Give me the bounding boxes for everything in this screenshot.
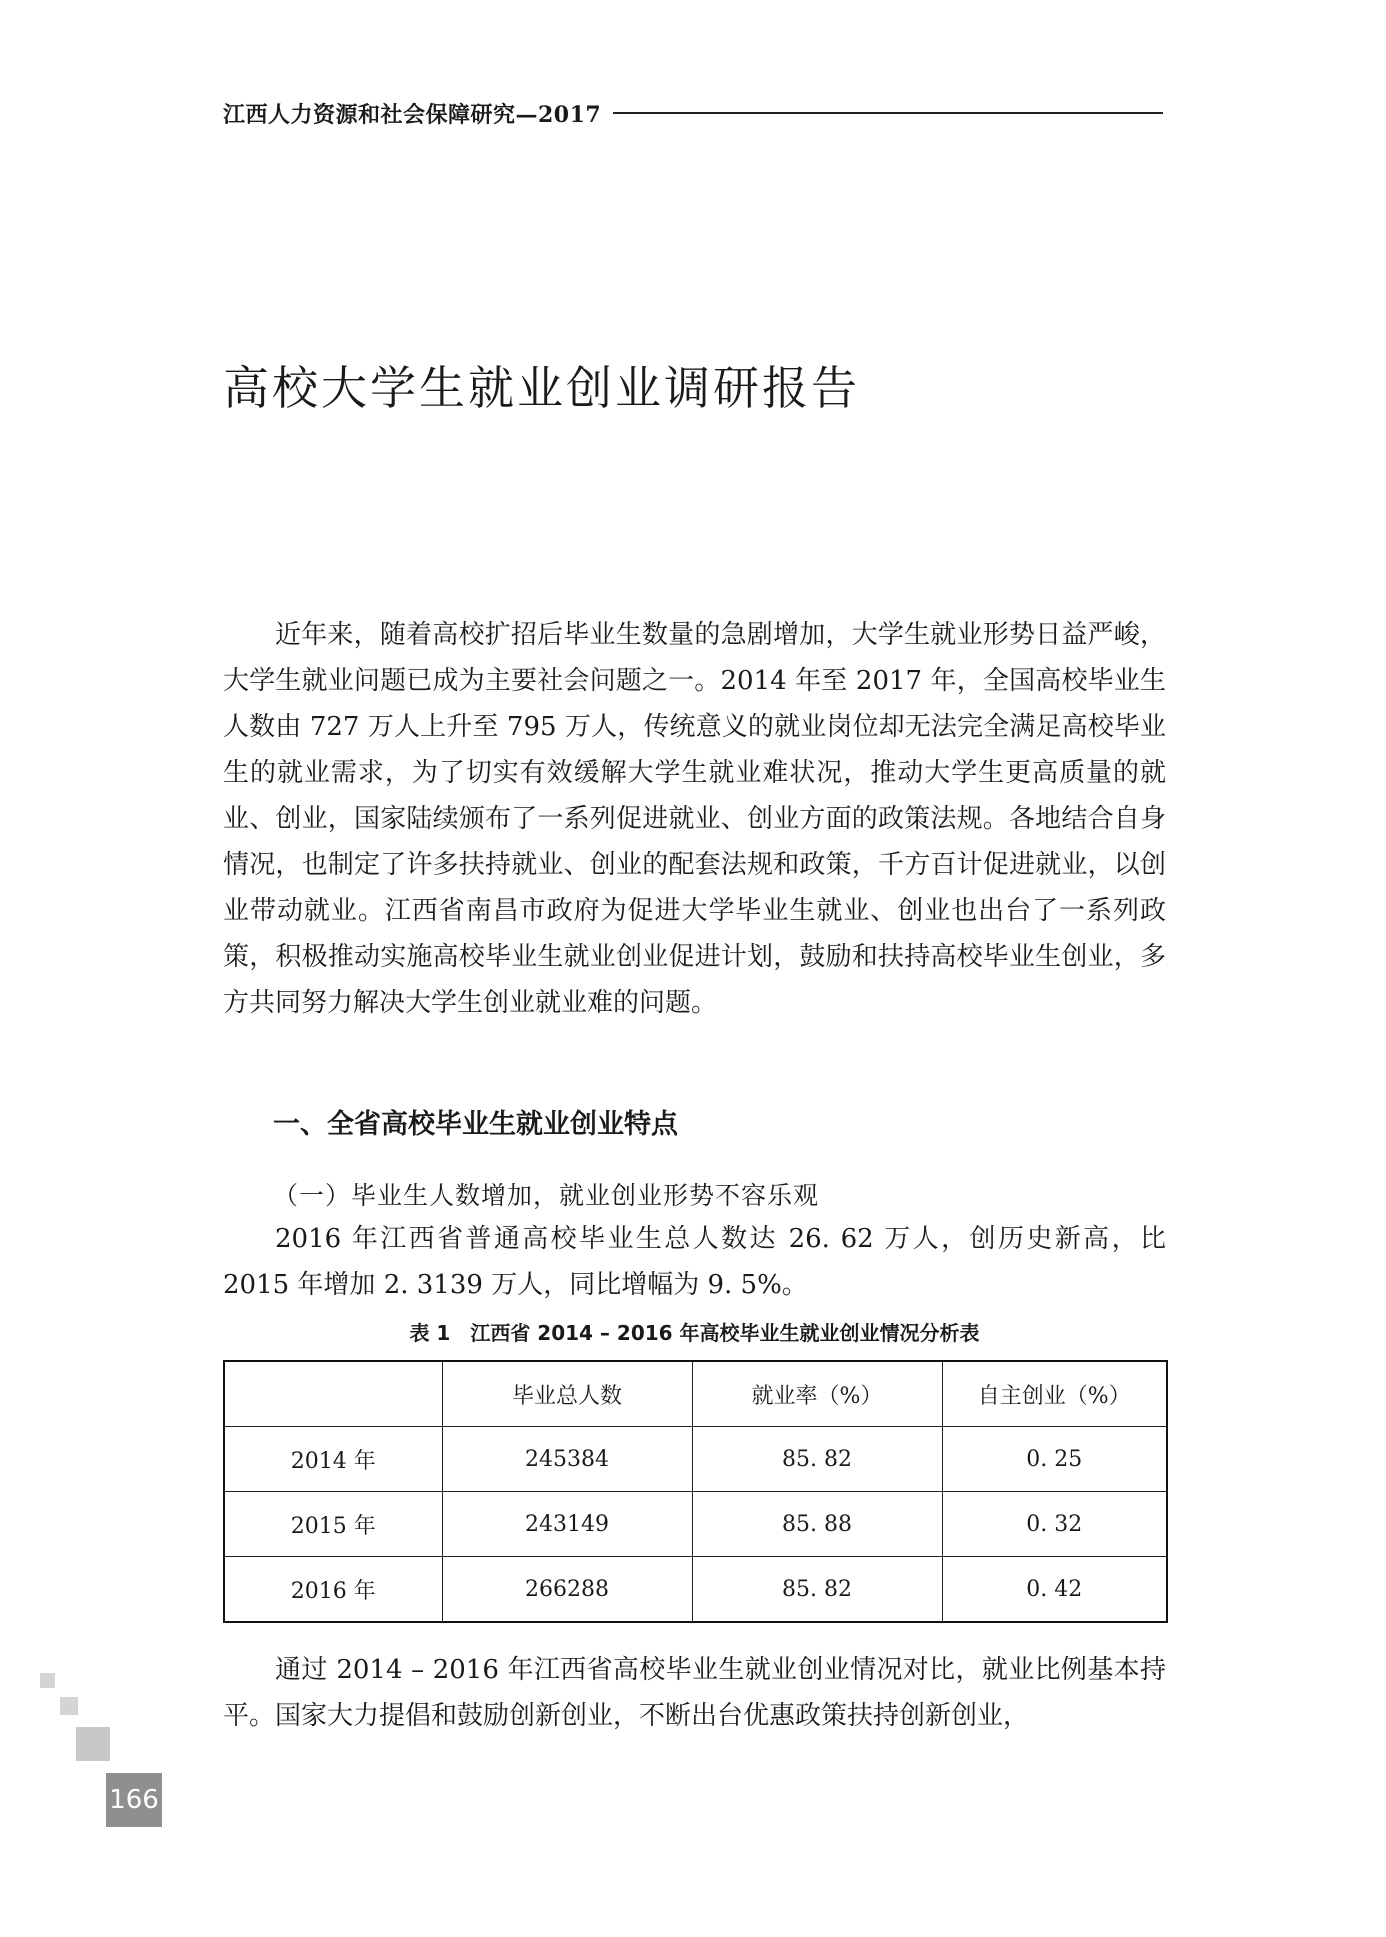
table-cell: 2016 年 [224, 1557, 442, 1623]
table-cell: 85. 82 [692, 1427, 942, 1492]
table-cell: 266288 [442, 1557, 692, 1623]
article-title: 高校大学生就业创业调研报告 [223, 361, 860, 415]
decorative-square [76, 1727, 110, 1761]
intro-paragraph: 近年来，随着高校扩招后毕业生数量的急剧增加，大学生就业形势日益严峻，大学生就业问题已成为主要社会问题之一。2014 年至 2017 年，全国高校毕业生人数由 727 万人上升至 795 万人，传统意义的就业岗位却无法完全满足高校毕业生的就业需求，为了切实有效缓解大学生就业难状况，推动大学生更高质量的就业、创业，国家陆续颁布了一系列促进就业、创业方面的政策法规。各地结合自身情况，也制定了许多扶持就业、创业的配套法规和政策，千方百计促进就业，以创业带动就业。江西省南昌市政府为促进大学毕业生就业、创业也出台了一系列政策，积极推动实施高校毕业生就业创业促进计划，鼓励和扶持高校毕业生创业，多方共同努力解决大学生创业就业难的问题。 [223, 620, 1166, 1018]
table-caption: 表 1 江西省 2014 – 2016 年高校毕业生就业创业情况分析表 [409, 1321, 980, 1345]
decorative-square [60, 1697, 78, 1715]
table-cell: 243149 [442, 1492, 692, 1557]
header-rule [613, 112, 1163, 114]
table-header-cell: 毕业总人数 [442, 1361, 692, 1427]
table-row [224, 1427, 1167, 1492]
table-header-cell [224, 1361, 442, 1427]
section-heading: 一、全省高校毕业生就业创业特点 [273, 1109, 678, 1140]
table-row [224, 1557, 1167, 1623]
table-cell: 245384 [442, 1427, 692, 1492]
subsection-heading: （一）毕业生人数增加，就业创业形势不容乐观 [273, 1181, 820, 1210]
running-header-text: 江西人力资源和社会保障研究—2017 [223, 101, 602, 128]
table-header-cell: 自主创业（%） [942, 1361, 1167, 1427]
table-cell: 85. 82 [692, 1557, 942, 1623]
table-row [224, 1492, 1167, 1557]
running-header [223, 96, 1163, 130]
decorative-square [40, 1673, 55, 1688]
table-header-row [224, 1361, 1167, 1427]
page-number: 166 [109, 1785, 159, 1815]
table-cell: 2015 年 [224, 1492, 442, 1557]
table-cell: 0. 42 [942, 1557, 1167, 1623]
comparison-paragraph: 通过 2014 – 2016 年江西省高校毕业生就业创业情况对比，就业比例基本持平。国家大力提倡和鼓励创新创业，不断出台优惠政策扶持创新创业， [223, 1655, 1166, 1731]
page-number-box [106, 1773, 162, 1827]
stats-paragraph: 2016 年江西省普通高校毕业生总人数达 26. 62 万人，创历史新高，比 2015 年增加 2. 3139 万人，同比增幅为 9. 5%。 [223, 1224, 1166, 1300]
table-cell: 2014 年 [224, 1427, 442, 1492]
employment-table [223, 1360, 1168, 1623]
table-cell: 0. 32 [942, 1492, 1167, 1557]
table-header-cell: 就业率（%） [692, 1361, 942, 1427]
table-cell: 0. 25 [942, 1427, 1167, 1492]
table-cell: 85. 88 [692, 1492, 942, 1557]
